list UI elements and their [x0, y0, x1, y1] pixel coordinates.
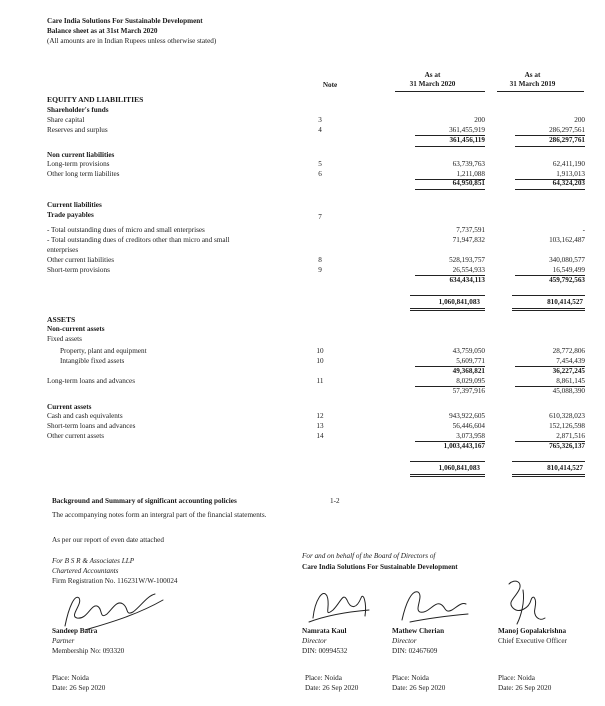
- non-current-assets-heading: Non-current assets: [47, 325, 105, 333]
- col-2019-header-b: 31 March 2019: [509, 80, 556, 88]
- value-2019: 2,871,516: [556, 432, 585, 440]
- subtotal-2020: 634,434,113: [449, 276, 485, 284]
- value-2020: 63,739,763: [452, 160, 485, 168]
- total-rule: [512, 461, 585, 462]
- row-label: Reserves and surplus: [47, 126, 108, 134]
- row-label: Property, plant and equipment: [60, 347, 147, 355]
- total-rule: [512, 476, 585, 477]
- signatory-role: Chief Executive Officer: [498, 637, 567, 645]
- signature-namrata-kaul: [305, 582, 375, 627]
- col-2020-header-a: As at: [424, 71, 441, 79]
- row-label-cont: enterprises: [47, 246, 79, 254]
- row-label: Long-term provisions: [47, 160, 110, 168]
- auditor-firm: For B S R & Associates LLP: [52, 557, 135, 565]
- total-rule: [410, 476, 485, 477]
- value-2020: 71,947,832: [452, 236, 485, 244]
- signature-manoj-gopalakrishna: [495, 572, 555, 627]
- row-label: Other long term liabilites: [47, 170, 120, 178]
- subtotal-2019: 765,326,137: [549, 442, 585, 450]
- value-2019: 62,411,190: [552, 160, 585, 168]
- row-label: - Total outstanding dues of creditors other than micro and small: [47, 236, 230, 244]
- row-label: - Total outstanding dues of micro and small enterprises: [47, 226, 205, 234]
- total-assets-2020: 1,060,841,083: [438, 464, 480, 472]
- value-2020: 56,446,604: [452, 422, 485, 430]
- row-note: 14: [316, 432, 324, 440]
- value-2020: 528,193,757: [449, 256, 485, 264]
- subtotal-2019: 45,088,390: [552, 387, 585, 395]
- section-equity-liabilities: EQUITY AND LIABILITIES: [47, 95, 144, 104]
- policies-line: Background and Summary of significant accounting policies: [52, 497, 237, 505]
- value-2020: 8,029,095: [456, 377, 485, 385]
- signatory-place: Place: Noida: [498, 674, 535, 682]
- row-label: Long-term loans and advances: [47, 377, 136, 385]
- signatory-role: Partner: [52, 637, 75, 645]
- row-note: 8: [318, 256, 322, 264]
- signatory-date: Date: 26 Sep 2020: [392, 684, 446, 692]
- value-2019: 7,454,439: [556, 357, 585, 365]
- value-2019: 8,861,145: [556, 377, 585, 385]
- company-name: Care India Solutions For Sustainable Development: [47, 17, 203, 25]
- value-2019: 16,549,499: [552, 266, 585, 274]
- signatory-id: DIN: 02467609: [392, 647, 438, 655]
- subtotal-2020: 361,456,119: [449, 136, 485, 144]
- subtotal-2020: 1,003,443,167: [443, 442, 485, 450]
- value-2020: 5,609,771: [456, 357, 485, 365]
- subtotal-rule: [415, 189, 485, 190]
- total-equity-liabilities-2020: 1,060,841,083: [438, 298, 480, 306]
- signatory-name: Sandeep Batra: [52, 627, 98, 635]
- subtotal-2019: 286,297,761: [549, 136, 585, 144]
- row-note: 7: [318, 213, 322, 221]
- col-2019-header-a: As at: [524, 71, 541, 79]
- total-rule: [410, 308, 485, 309]
- value-2020: 200: [474, 116, 485, 124]
- row-label: Short-term loans and advances: [47, 422, 136, 430]
- signature-sandeep-batra: [55, 586, 170, 631]
- row-note: 5: [318, 160, 322, 168]
- current-assets-heading: Current assets: [47, 403, 92, 411]
- fixed-assets-heading: Fixed assets: [47, 335, 82, 343]
- row-label: Other current liabilities: [47, 256, 115, 264]
- signatory-id: Membership No: 093320: [52, 647, 125, 655]
- auditor-role: Chartered Accountants: [52, 567, 119, 575]
- row-label: Other current assets: [47, 432, 105, 440]
- subtotal-2019: 459,792,563: [549, 276, 585, 284]
- col-2019-header-underline: [497, 91, 584, 92]
- signatory-place: Place: Noida: [52, 674, 89, 682]
- signatory-place: Place: Noida: [392, 674, 429, 682]
- value-2020: 943,922,605: [449, 412, 485, 420]
- board-line: For and on behalf of the Board of Directors of: [302, 552, 436, 560]
- total-rule: [512, 474, 585, 475]
- value-2019: 286,297,561: [549, 126, 585, 134]
- value-2020: 361,455,919: [449, 126, 485, 134]
- signature-mathew-cherian: [390, 582, 470, 627]
- policies-note: 1-2: [330, 497, 340, 505]
- total-assets-2019: 810,414,527: [547, 464, 583, 472]
- value-2019: -: [582, 226, 585, 234]
- subtotal-rule: [515, 189, 585, 190]
- subtotal-2020: 57,397,916: [452, 387, 485, 395]
- value-2020: 43,759,050: [452, 347, 485, 355]
- row-note: 10: [316, 357, 324, 365]
- value-2019: 200: [574, 116, 585, 124]
- value-2020: 3,073,958: [456, 432, 485, 440]
- total-rule: [410, 295, 485, 296]
- total-rule: [512, 295, 585, 296]
- signatory-date: Date: 26 Sep 2020: [498, 684, 552, 692]
- total-rule: [512, 308, 585, 309]
- total-rule: [410, 474, 485, 475]
- row-note: 10: [316, 347, 324, 355]
- row-label: Short-term provisions: [47, 266, 110, 274]
- section-assets: ASSETS: [47, 315, 76, 324]
- signatory-date: Date: 26 Sep 2020: [52, 684, 106, 692]
- signatory-date: Date: 26 Sep 2020: [305, 684, 359, 692]
- signatory-role: Director: [302, 637, 327, 645]
- row-note: 12: [316, 412, 324, 420]
- value-2019: 610,328,023: [549, 412, 585, 420]
- value-2019: 28,772,806: [552, 347, 585, 355]
- total-rule: [512, 310, 585, 311]
- value-2020: 7,737,591: [456, 226, 485, 234]
- total-rule: [410, 461, 485, 462]
- row-note: 11: [316, 377, 324, 385]
- subtotal-rule: [415, 146, 485, 147]
- subtotal-2020: 64,950,851: [452, 179, 485, 187]
- shareholders-funds-heading: Shareholder's funds: [47, 106, 109, 114]
- current-liabilities-heading: Current liabilities: [47, 201, 102, 209]
- total-equity-liabilities-2019: 810,414,527: [547, 298, 583, 306]
- signatory-name: Mathew Cherian: [392, 627, 445, 635]
- subtotal-rule: [515, 146, 585, 147]
- col-note-header: Note: [322, 81, 338, 89]
- subtotal-2019: 36,227,245: [552, 367, 585, 375]
- non-current-liabilities-heading: Non current liabilities: [47, 151, 115, 159]
- value-2020: 26,554,933: [452, 266, 485, 274]
- row-note: 9: [318, 266, 322, 274]
- notes-statement: The accompanying notes form an intergral part of the financial statements.: [52, 511, 267, 519]
- auditor-registration: Firm Registration No. 116231W/W-100024: [52, 577, 178, 585]
- row-note: 4: [318, 126, 322, 134]
- trade-payables-heading: Trade payables: [47, 211, 94, 219]
- signatory-id: DIN: 00994532: [302, 647, 348, 655]
- row-label: Share capital: [47, 116, 85, 124]
- row-note: 13: [316, 422, 324, 430]
- statement-subtitle: (All amounts are in Indian Rupees unless otherwise stated): [47, 37, 217, 45]
- row-label: Intangible fixed assets: [60, 357, 125, 365]
- signatory-name: Namrata Kaul: [302, 627, 347, 635]
- value-2019: 152,126,598: [549, 422, 585, 430]
- row-label: Cash and cash equivalents: [47, 412, 123, 420]
- subtotal-2020: 49,368,821: [452, 367, 485, 375]
- col-2020-header-underline: [395, 91, 485, 92]
- value-2019: 340,080,577: [549, 256, 585, 264]
- signatory-name: Manoj Gopalakrishna: [498, 627, 567, 635]
- col-2020-header-b: 31 March 2020: [409, 80, 456, 88]
- board-company: Care India Solutions For Sustainable Development: [302, 563, 458, 571]
- value-2020: 1,211,088: [456, 170, 485, 178]
- signatory-place: Place: Noida: [305, 674, 342, 682]
- report-statement: As per our report of even date attached: [52, 536, 164, 544]
- subtotal-2019: 64,324,203: [552, 179, 585, 187]
- row-note: 3: [318, 116, 322, 124]
- row-note: 6: [318, 170, 322, 178]
- value-2019: 1,913,013: [556, 170, 585, 178]
- statement-title: Balance sheet as at 31st March 2020: [47, 27, 158, 35]
- value-2019: 103,162,487: [549, 236, 585, 244]
- total-rule: [410, 310, 485, 311]
- signatory-role: Director: [392, 637, 417, 645]
